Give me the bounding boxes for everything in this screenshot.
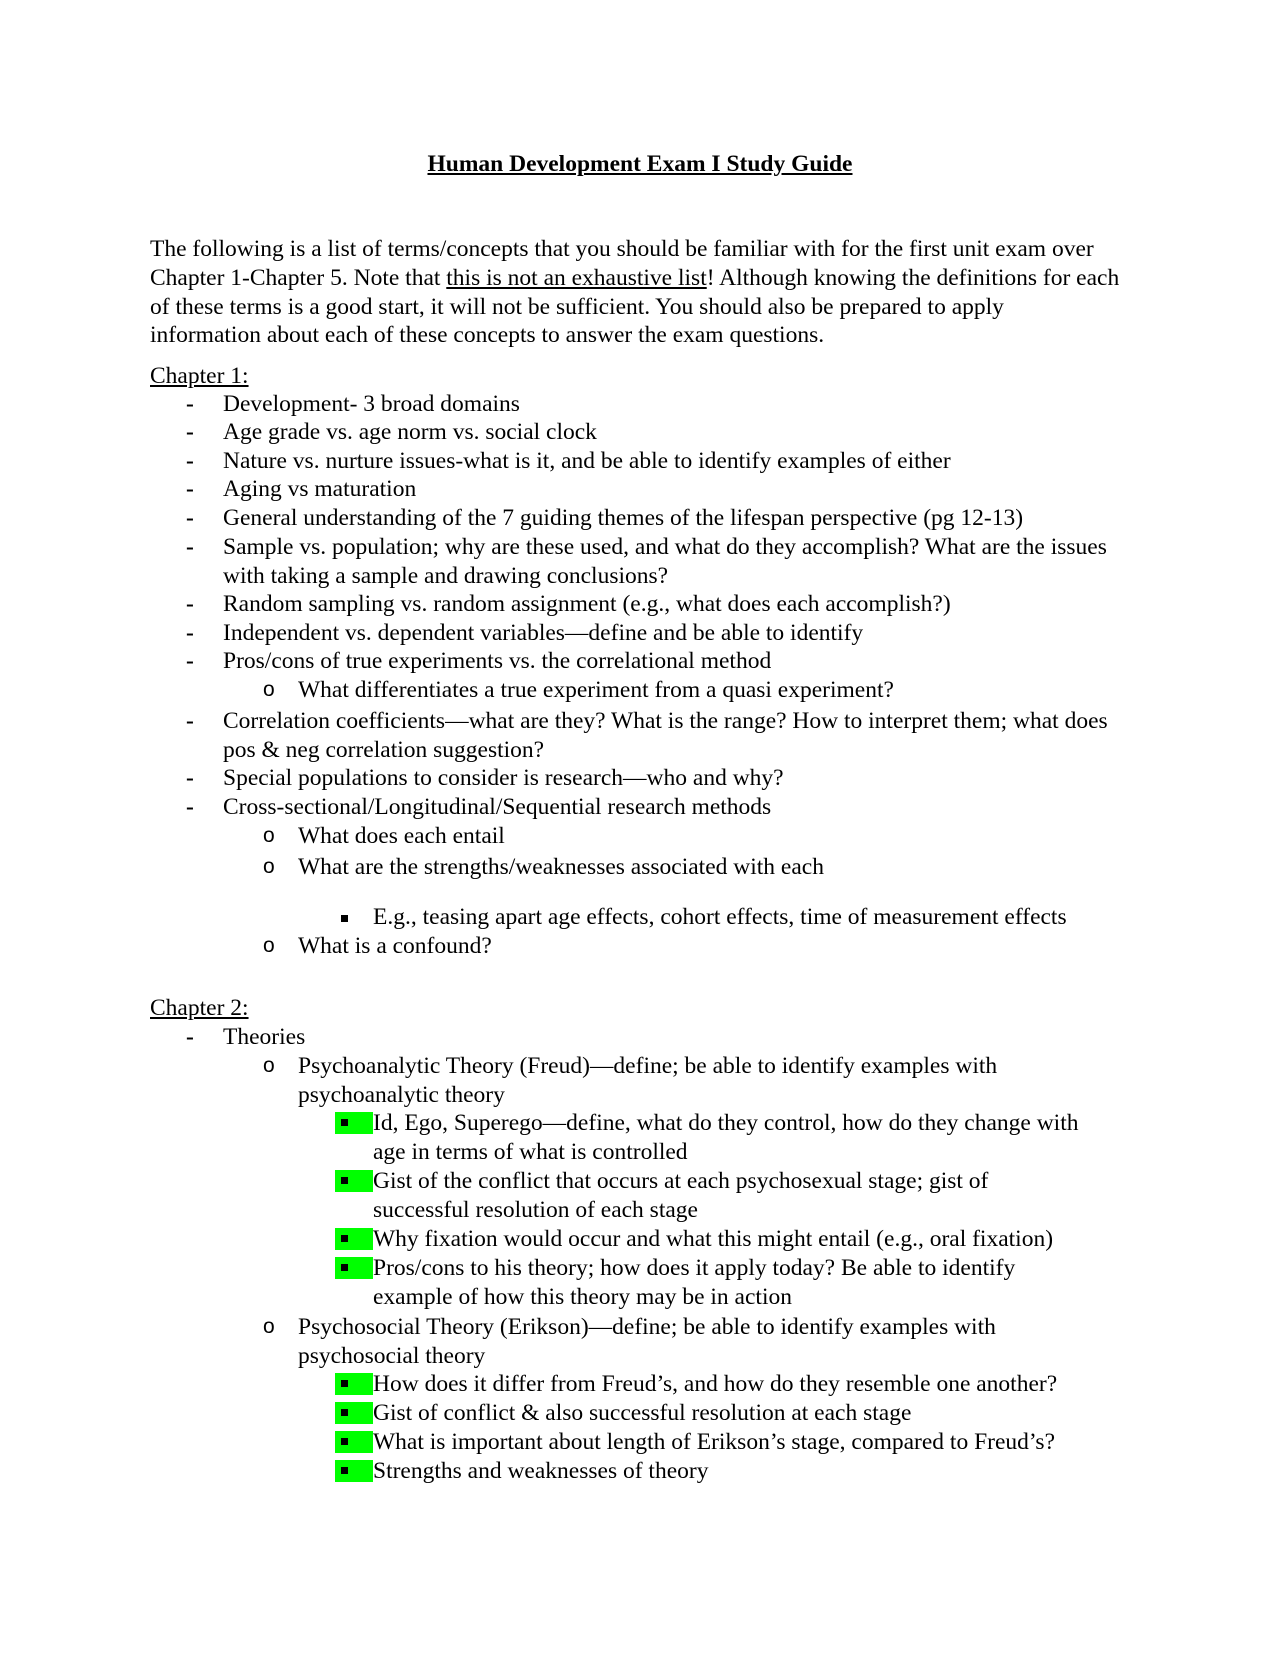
highlight-marker	[335, 1460, 373, 1482]
list-item: General understanding of the 7 guiding themes of the lifespan perspective (pg 12-13)	[223, 505, 1024, 531]
list-item: Development- 3 broad domains	[223, 391, 520, 417]
list-item: Psychoanalytic Theory (Freud)—define; be able to identify examples with psychoanalytic theory	[298, 1053, 998, 1108]
dash-bullet: -	[186, 1024, 194, 1050]
dash-bullet: -	[186, 620, 194, 646]
dash-bullet: -	[186, 648, 194, 674]
dash-bullet: -	[186, 476, 194, 502]
square-bullet-icon	[341, 1235, 348, 1242]
circle-bullet: o	[263, 1315, 275, 1338]
list-item: Correlation coefficients—what are they? What is the range? How to interpret them; what does pos & neg correlation suggestion?	[223, 708, 1108, 763]
square-bullet-icon	[341, 1438, 348, 1445]
intro-text-1: The following is a list of terms/concepts that you should be familiar with for the first unit exam over Chapter 1-Chapter 5. Note that	[150, 236, 1094, 291]
dash-bullet: -	[186, 448, 194, 474]
chapter-1-heading: Chapter 1:	[150, 363, 249, 389]
circle-bullet: o	[263, 855, 275, 878]
list-item: Why fixation would occur and what this might entail (e.g., oral fixation)	[373, 1226, 1054, 1252]
list-item: Id, Ego, Superego—define, what do they control, how do they change with age in terms of what is controlled	[373, 1110, 1079, 1165]
highlight-marker	[335, 1170, 373, 1192]
dash-bullet: -	[186, 534, 194, 560]
dash-bullet: -	[186, 765, 194, 791]
highlight-marker	[335, 1112, 373, 1134]
page-title: Human Development Exam I Study Guide	[427, 151, 853, 177]
circle-bullet: o	[263, 678, 275, 701]
intro-text-2: ! Although knowing the definitions for each of these terms is a good start, it will not be sufficient. You should also be prepared to apply information about each of these concepts to answer the exam questions.	[150, 264, 1120, 349]
square-bullet-icon	[341, 1409, 348, 1416]
list-item: Independent vs. dependent variables—define and be able to identify	[223, 620, 864, 646]
circle-bullet: o	[263, 1054, 275, 1077]
square-bullet-icon	[341, 1264, 348, 1271]
chapter-2-heading: Chapter 2:	[150, 995, 249, 1021]
circle-bullet: o	[263, 934, 275, 957]
list-item: Theories	[223, 1024, 306, 1050]
list-item: What does each entail	[298, 823, 505, 849]
circle-bullet: o	[263, 824, 275, 847]
highlight-marker	[335, 1228, 373, 1250]
intro-underlined-text: this is not an exhaustive list	[446, 264, 707, 291]
list-item: What are the strengths/weaknesses associated with each	[298, 854, 824, 880]
highlight-marker	[335, 1257, 373, 1279]
list-item: Nature vs. nurture issues-what is it, and be able to identify examples of either	[223, 448, 951, 474]
list-item: Psychosocial Theory (Erikson)—define; be able to identify examples with psychosocial theory	[298, 1314, 996, 1369]
list-item: Sample vs. population; why are these used, and what do they accomplish? What are the issues with taking a sample and drawing conclusions?	[223, 534, 1107, 589]
intro-paragraph	[150, 235, 1120, 350]
list-item: Cross-sectional/Longitudinal/Sequential research methods	[223, 794, 772, 820]
dash-bullet: -	[186, 591, 194, 617]
list-item: What differentiates a true experiment from a quasi experiment?	[298, 677, 894, 703]
list-item: What is important about length of Erikson’s stage, compared to Freud’s?	[373, 1429, 1056, 1455]
highlight-marker	[335, 1431, 373, 1453]
dash-bullet: -	[186, 419, 194, 445]
list-item: What is a confound?	[298, 933, 492, 959]
list-item: Age grade vs. age norm vs. social clock	[223, 419, 597, 445]
dash-bullet: -	[186, 505, 194, 531]
list-item: How does it differ from Freud’s, and how do they resemble one another?	[373, 1371, 1058, 1397]
list-item: Pros/cons to his theory; how does it apply today? Be able to identify example of how this theory may be in action	[373, 1255, 1016, 1310]
list-item: Gist of conflict & also successful resolution at each stage	[373, 1400, 912, 1426]
dash-bullet: -	[186, 708, 194, 734]
list-item: Strengths and weaknesses of theory	[373, 1458, 709, 1484]
list-item: Aging vs maturation	[223, 476, 417, 502]
highlight-marker	[335, 1373, 373, 1395]
dash-bullet: -	[186, 794, 194, 820]
square-bullet-icon	[341, 1177, 348, 1184]
list-item: Gist of the conflict that occurs at each psychosexual stage; gist of successful resolution of each stage	[373, 1168, 989, 1223]
list-item: Special populations to consider is research—who and why?	[223, 765, 784, 791]
square-bullet-icon	[341, 1380, 348, 1387]
square-bullet-icon	[341, 1467, 348, 1474]
square-bullet-icon	[341, 915, 348, 922]
square-bullet-icon	[341, 1119, 348, 1126]
list-item: Pros/cons of true experiments vs. the correlational method	[223, 648, 772, 674]
list-item: E.g., teasing apart age effects, cohort effects, time of measurement effects	[373, 904, 1067, 930]
highlight-marker	[335, 1402, 373, 1424]
list-item: Random sampling vs. random assignment (e.g., what does each accomplish?)	[223, 591, 951, 617]
dash-bullet: -	[186, 391, 194, 417]
